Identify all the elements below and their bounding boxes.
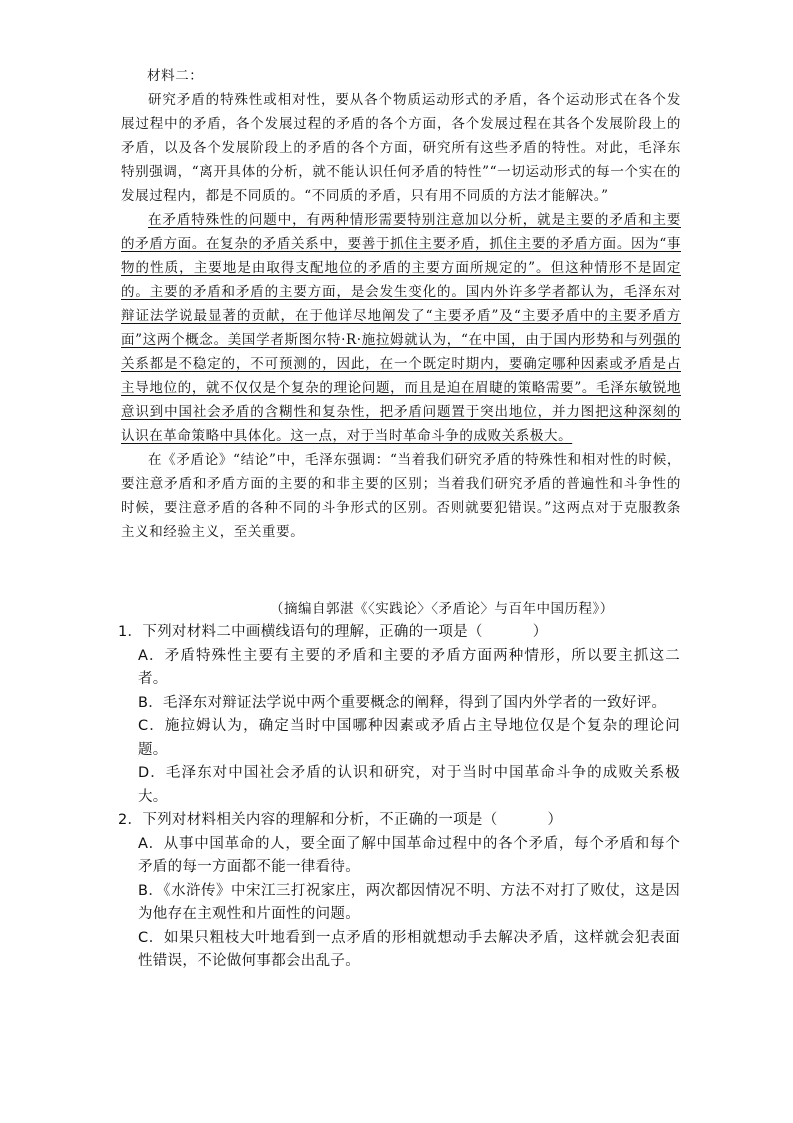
- questions-section: [118, 621, 680, 974]
- underlined-paragraph: 在矛盾特殊性的问题中，有两种情形需要特别注意加以分析，就是主要的矛盾和主要的矛盾方面。在复杂的矛盾关系中，要善于抓住主要矛盾，抓住主要的矛盾方面。因为“事物的性质，主要地是由取得支配地位的矛盾的主要方面所规定的”。但这种情形不是固定的。主要的矛盾和矛盾的主要方面，是会发生变化的。国内外许多学者都认为，毛泽东对辩证法学说最显著的贡献，在于他详尽地阐发了“主要矛盾”及“主要矛盾中的主要矛盾方面”这两个概念。美国学者斯图尔特·R·施拉姆就认为，“在中国，由于国内形势和与列强的关系都是不稳定的，不可预测的，因此，在一个既定时期内，要确定哪种因素或矛盾是占主导地位的，就不仅仅是个复杂的理论问题，而且是迫在眉睫的策略需要”。毛泽东敏锐地意识到中国社会矛盾的含糊性和复杂性，把矛盾问题置于突出地位，并力图把这种深刻的认识在革命策略中具体化。这一点，对于当时革命斗争的成败关系极大。: [121, 212, 681, 444]
- material-label: 材料二：: [147, 68, 204, 84]
- option-a: A．矛盾特殊性主要有主要的矛盾和主要的矛盾方面两种情形，所以要主抓这二者。: [138, 647, 680, 687]
- option-b: B．毛泽东对辩证法学说中两个重要概念的阐释，得到了国内外学者的一致好评。: [138, 694, 667, 711]
- option-b: B．《水浒传》中宋江三打祝家庄，两次都因情况不明、方法不对打了败仗，这是因为他存在主观性和片面性的问题。: [138, 882, 680, 922]
- question-2: [118, 809, 680, 974]
- question-stem-text: 2．下列对材料相关内容的理解和分析，不正确的一项是（: [118, 812, 498, 828]
- source-citation: （摘编自郭湛《〈实践论〉〈矛盾论〉与百年中国历程》）: [270, 601, 614, 617]
- question-stem-close: ）: [532, 624, 548, 640]
- question-stem-text: 1．下列对材料二中画横线语句的理解，正确的一项是（: [118, 624, 483, 640]
- question-1: [118, 621, 680, 809]
- option-a: A．从事中国革命的人，要全面了解中国革命过程中的各个矛盾，每个矛盾和每个矛盾的每一方面都不能一律看待。: [138, 835, 680, 875]
- paragraph-1: 研究矛盾的特殊性或相对性，要从各个物质运动形式的矛盾，各个运动形式在各个发展过程中的矛盾，各个发展过程的矛盾的各个方面，各个发展过程在其各个发展阶段上的矛盾，以及各个发展阶段上的矛盾的各个方面，研究所有这些矛盾的特性。对此，毛泽东特别强调，“离开具体的分析，就不能认识任何矛盾的特性”“一切运动形式的每一个实在的发展过程内，都是不同质的。“不同质的矛盾，只有用不同质的方法才能解决。”: [121, 92, 681, 204]
- question-stem: [118, 809, 680, 833]
- option-c: C．如果只粗枝大叶地看到一点矛盾的形相就想动手去解决矛盾，这样就会犯表面性错误，不论做何事都会出乱子。: [138, 929, 680, 969]
- question-stem-close: ）: [547, 812, 563, 828]
- question-stem: [118, 621, 680, 645]
- option-d: D．毛泽东对中国社会矛盾的认识和研究，对于当时中国革命斗争的成败关系极大。: [138, 765, 680, 805]
- material-two-text: [121, 88, 681, 544]
- paragraph-3: 在《矛盾论》“结论”中，毛泽东强调：“当着我们研究矛盾的特殊性和相对性的时候，要注意矛盾和矛盾方面的主要的和非主要的区别；当着我们研究矛盾的普遍性和斗争性的时候，要注意矛盾的各种不同的斗争形式的区别。否则就要犯错误。”这两点对于克服教条主义和经验主义，至关重要。: [121, 452, 681, 540]
- option-c: C．施拉姆认为，确定当时中国哪种因素或矛盾占主导地位仅是个复杂的理论问题。: [138, 718, 680, 758]
